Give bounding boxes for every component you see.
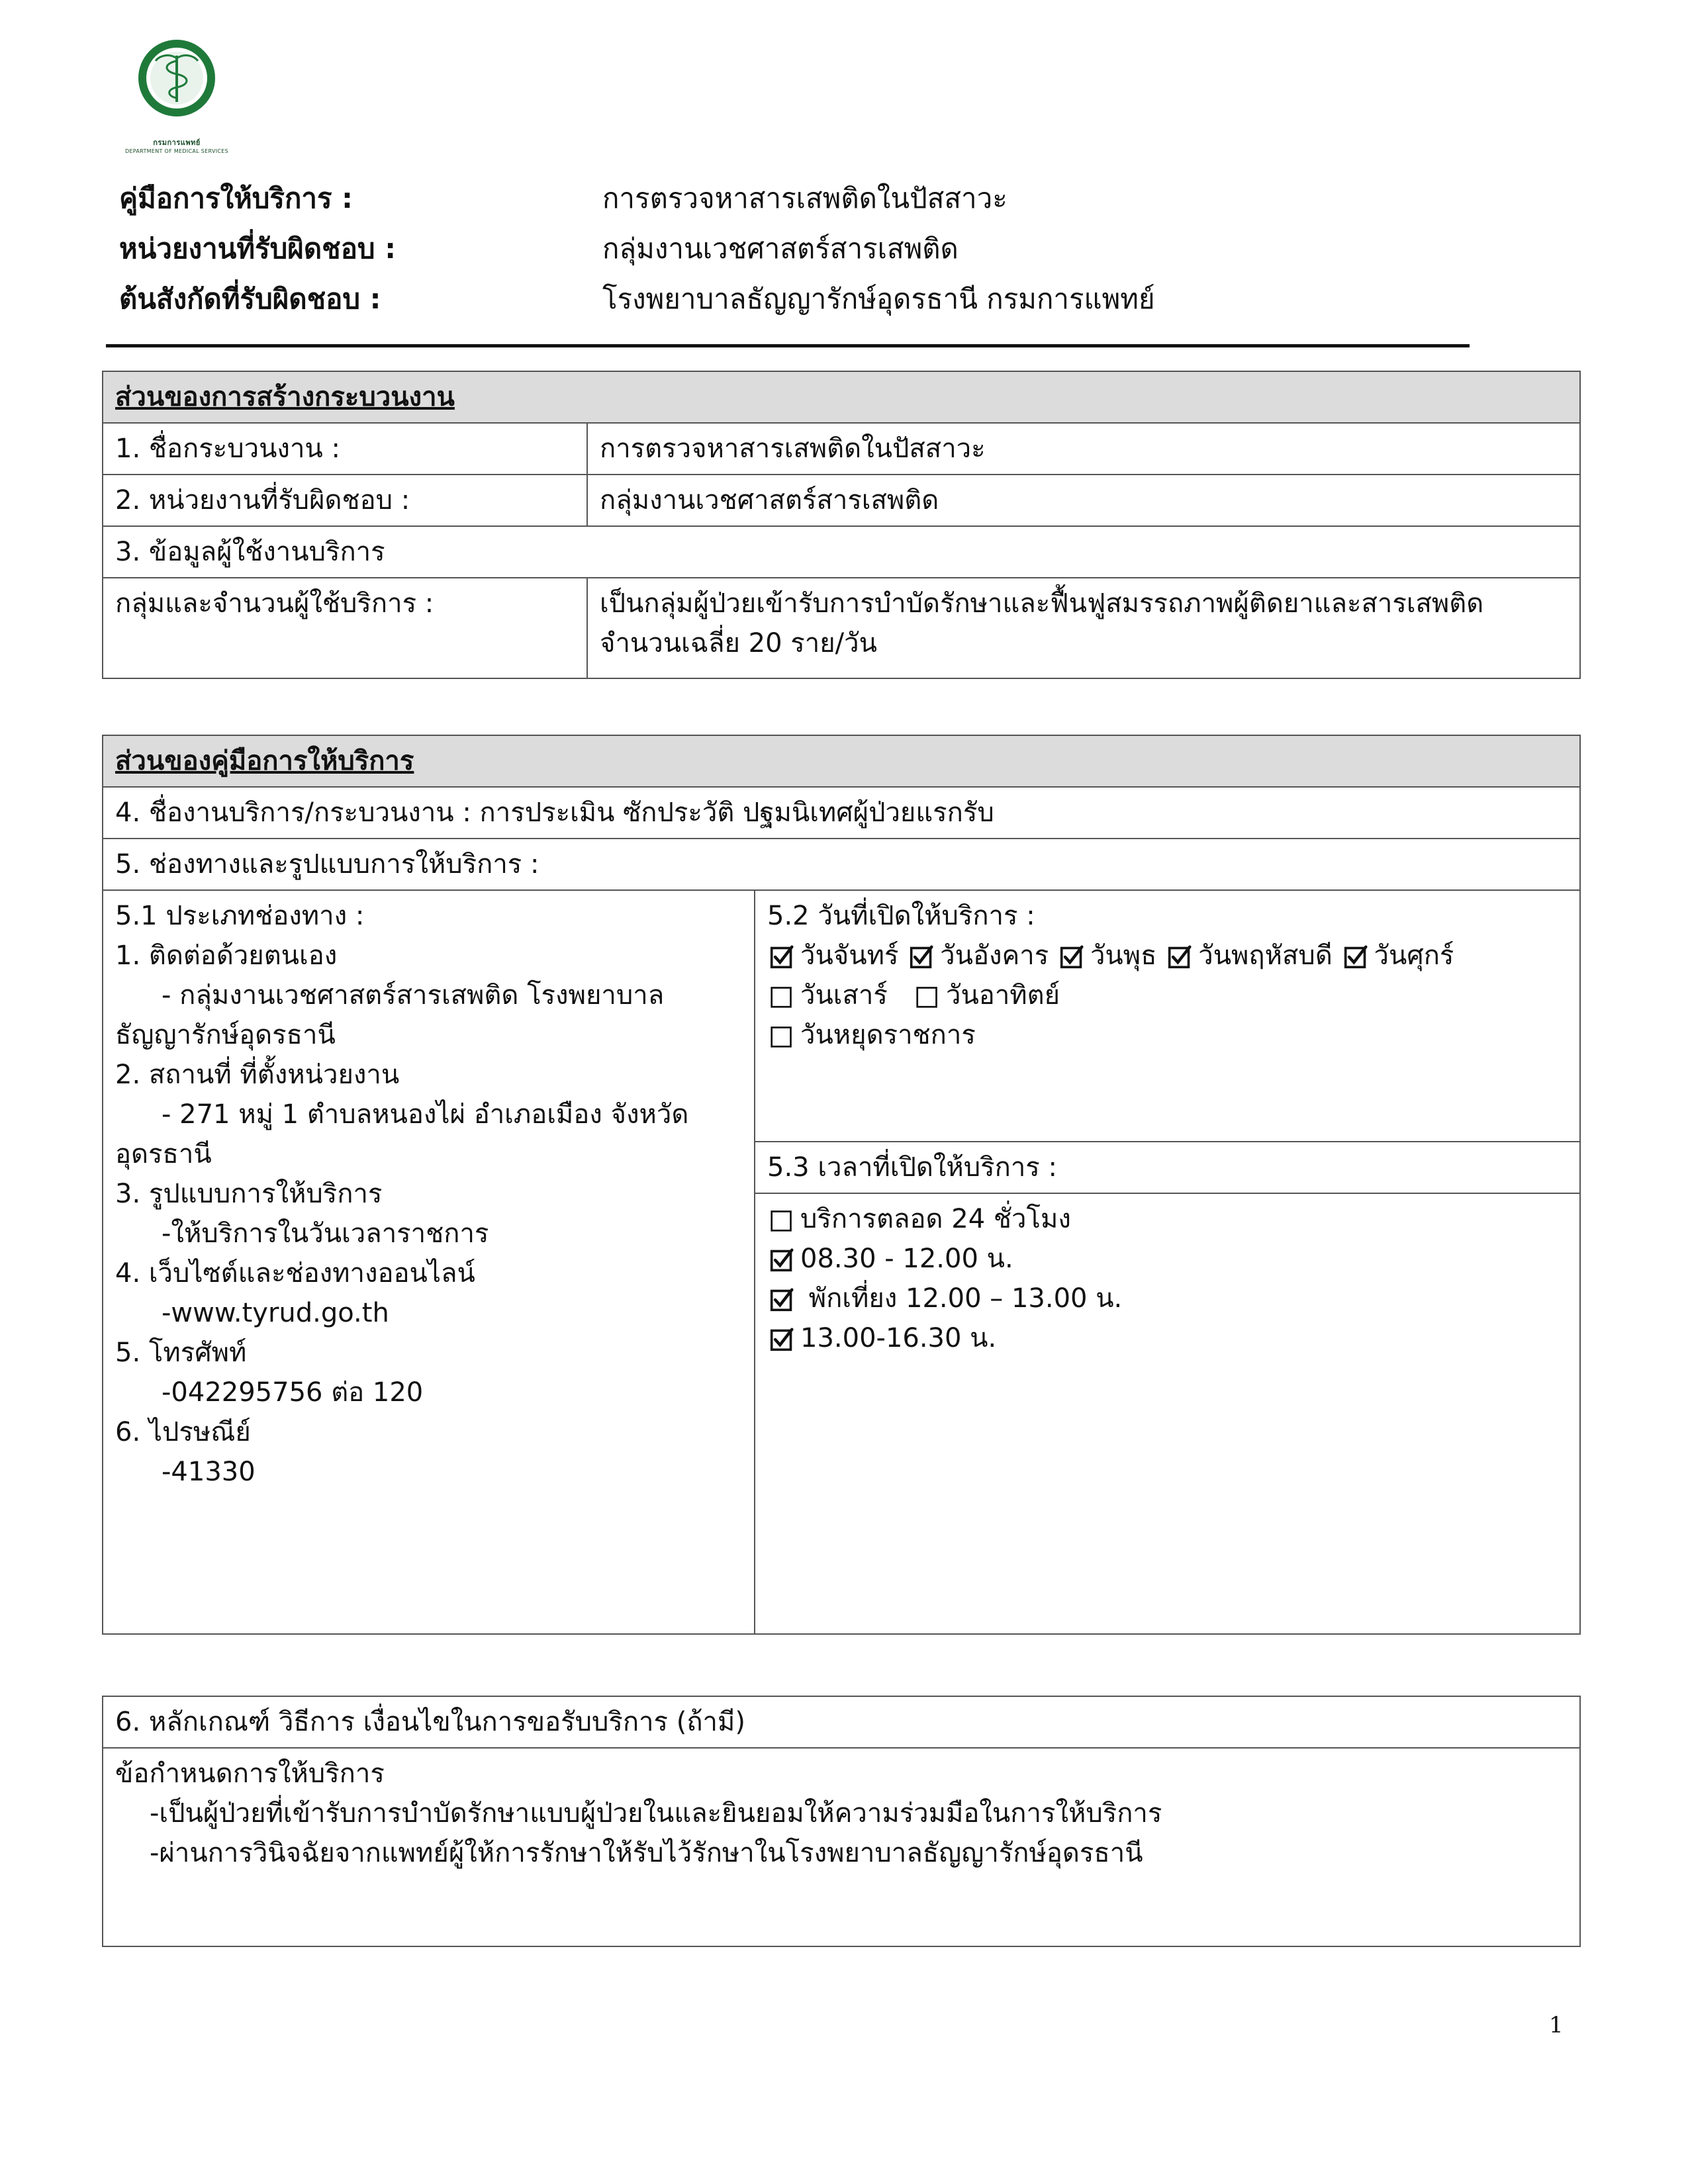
criteria-item: -ผ่านการวินิจฉัยจากแพทย์ผู้ให้การรักษาให้รับไว้รักษาในโรงพยาบาลธัญญารักษ์อุดรธานี — [150, 1838, 1143, 1868]
checkbox-icon[interactable] — [770, 1024, 794, 1048]
unit-value: กลุ่มงานเวชศาสตร์สารเสพติด — [587, 475, 1580, 526]
checkbox-icon[interactable] — [770, 985, 794, 1009]
header-value: กลุ่มงานเวชศาสตร์สารเสพติด — [602, 232, 959, 265]
criteria-body — [103, 1748, 1580, 1946]
hours-label: บริการตลอด 24 ชั่วโมง — [800, 1204, 1071, 1234]
department-logo — [114, 38, 240, 164]
header-value: การตรวจหาสารเสพติดในปัสสาวะ — [602, 182, 1008, 214]
checkbox-icon[interactable] — [770, 1208, 794, 1232]
channel-types-cell — [103, 890, 755, 1634]
channel-types-heading: 5.1 ประเภทช่องทาง : — [115, 901, 365, 931]
hours-option[interactable] — [767, 1279, 1568, 1318]
process-name-value: การตรวจหาสารเสพติดในปัสสาวะ — [587, 423, 1580, 475]
unit-label: 2. หน่วยงานที่รับผิดชอบ : — [103, 475, 587, 526]
header-value: โรงพยาบาลธัญญารักษ์อุดรธานี กรมการแพทย์ — [602, 283, 1155, 315]
user-group-label: กลุ่มและจำนวนผู้ใช้บริการ : — [103, 578, 587, 678]
channel-line: 5. โทรศัพท์ — [115, 1338, 247, 1368]
checkbox-icon[interactable] — [915, 985, 939, 1009]
day-label: วันพฤหัสบดี — [1198, 940, 1333, 971]
day-option[interactable] — [1341, 940, 1454, 971]
checkbox-icon[interactable] — [910, 945, 933, 969]
checkbox-icon[interactable] — [770, 1288, 794, 1312]
service-manual-table — [102, 735, 1581, 1635]
section-title: ส่วนของคู่มือการให้บริการ — [103, 735, 1580, 787]
channel-line: 2. สถานที่ ที่ตั้งหน่วยงาน — [115, 1060, 400, 1090]
checkbox-icon[interactable] — [770, 1248, 794, 1272]
channel-line: - กลุ่มงานเวชศาสตร์สารเสพติด โรงพยาบาล — [162, 980, 665, 1011]
checkbox-box — [772, 988, 791, 1007]
day-label: วันศุกร์ — [1374, 940, 1454, 971]
channel-line: -41330 — [162, 1457, 256, 1487]
channel-line: -www.tyrud.go.th — [162, 1298, 389, 1328]
open-days-heading: 5.2 วันที่เปิดให้บริการ : — [767, 901, 1035, 931]
day-option[interactable] — [907, 940, 1049, 971]
checkbox-icon[interactable] — [1168, 945, 1192, 969]
checkbox-box — [772, 1212, 791, 1231]
logo-caption-th: กรมการแพทย์ — [153, 138, 201, 147]
day-option[interactable] — [1165, 940, 1333, 971]
channel-line: 3. รูปแบบการให้บริการ — [115, 1179, 383, 1209]
channel-line: 6. ไปรษณีย์ — [115, 1417, 251, 1447]
day-label: วันจันทร์ — [800, 940, 899, 971]
criteria-title: 6. หลักเกณฑ์ วิธีการ เงื่อนไขในการขอรับบริการ (ถ้ามี) — [103, 1696, 1580, 1748]
day-option[interactable] — [913, 980, 1060, 1011]
weekend-row — [767, 976, 1568, 1015]
channel-line: - 271 หมู่ 1 ตำบลหนองไผ่ อำเภอเมือง จังหวัด — [162, 1099, 689, 1130]
open-days-cell — [755, 890, 1580, 1142]
checkbox-box — [772, 1028, 791, 1047]
checkbox-icon[interactable] — [770, 945, 794, 969]
weekday-row — [767, 936, 1568, 976]
day-label: วันเสาร์ — [800, 980, 888, 1011]
channel-line: อุดรธานี — [115, 1139, 212, 1169]
user-group-line: เป็นกลุ่มผู้ป่วยเข้ารับการบำบัดรักษาและฟื้นฟูสมรรถภาพผู้ติดยาและสารเสพติด — [600, 588, 1484, 619]
channel-line: -042295756 ต่อ 120 — [162, 1377, 424, 1408]
user-info-label: 3. ข้อมูลผู้ใช้งานบริการ — [103, 526, 1580, 578]
channel-line: ธัญญารักษ์อุดรธานี — [115, 1020, 336, 1050]
hours-option[interactable] — [767, 1199, 1568, 1239]
holiday-row — [767, 1015, 1568, 1055]
day-option[interactable] — [1057, 940, 1157, 971]
header-label: ต้นสังกัดที่รับผิดชอบ : — [119, 283, 381, 315]
open-hours-cell — [755, 1193, 1580, 1634]
hours-label: 08.30 - 12.00 น. — [800, 1244, 1013, 1274]
day-label: วันอังคาร — [940, 940, 1049, 971]
day-option[interactable] — [767, 1020, 976, 1050]
channel-line: 1. ติดต่อด้วยตนเอง — [115, 940, 338, 971]
checkbox-icon[interactable] — [1060, 945, 1084, 969]
process-name-label: 1. ชื่อกระบวนงาน : — [103, 423, 587, 475]
channels-title: 5. ช่องทางและรูปแบบการให้บริการ : — [103, 839, 1580, 890]
criteria-item: -เป็นผู้ป่วยที่เข้ารับการบำบัดรักษาแบบผู้ป่วยในและยินยอมให้ความร่วมมือในการให้บริการ — [150, 1798, 1162, 1829]
header-label: คู่มือการให้บริการ : — [119, 182, 353, 214]
day-option[interactable] — [767, 980, 888, 1011]
channel-line: 4. เว็บไซต์และช่องทางออนไลน์ — [115, 1258, 475, 1289]
open-hours-heading: 5.3 เวลาที่เปิดให้บริการ : — [755, 1142, 1580, 1193]
criteria-table — [102, 1696, 1581, 1947]
hours-label: 13.00-16.30 น. — [800, 1323, 997, 1353]
day-label: วันอาทิตย์ — [946, 980, 1060, 1011]
process-table — [102, 371, 1581, 679]
user-group-line: จำนวนเฉลี่ย 20 ราย/วัน — [600, 628, 877, 659]
day-label: วันพุธ — [1090, 940, 1157, 971]
day-label: วันหยุดราชการ — [800, 1020, 976, 1050]
page-number: 1 — [1549, 2012, 1564, 2038]
checkbox-icon[interactable] — [1344, 945, 1368, 969]
criteria-subheading: ข้อกำหนดการให้บริการ — [115, 1758, 385, 1789]
header-label: หน่วยงานที่รับผิดชอบ : — [119, 232, 396, 265]
logo-caption-en: DEPARTMENT OF MEDICAL SERVICES — [124, 148, 228, 154]
checkbox-box — [917, 988, 937, 1007]
day-option[interactable] — [767, 940, 898, 971]
hours-label: พักเที่ยง 12.00 – 13.00 น. — [800, 1283, 1123, 1314]
user-group-value — [587, 578, 1580, 678]
channel-line: -ให้บริการในวันเวลาราชการ — [162, 1218, 489, 1249]
service-name: 4. ชื่องานบริการ/กระบวนงาน : การประเมิน ซักประวัติ ปฐมนิเทศผู้ป่วยแรกรับ — [103, 787, 1580, 839]
hours-option[interactable] — [767, 1239, 1568, 1279]
hours-option[interactable] — [767, 1318, 1568, 1358]
medical-seal-icon — [137, 38, 216, 118]
header-divider — [106, 344, 1470, 347]
section-title: ส่วนของการสร้างกระบวนงาน — [103, 371, 1580, 423]
checkbox-icon[interactable] — [770, 1328, 794, 1351]
